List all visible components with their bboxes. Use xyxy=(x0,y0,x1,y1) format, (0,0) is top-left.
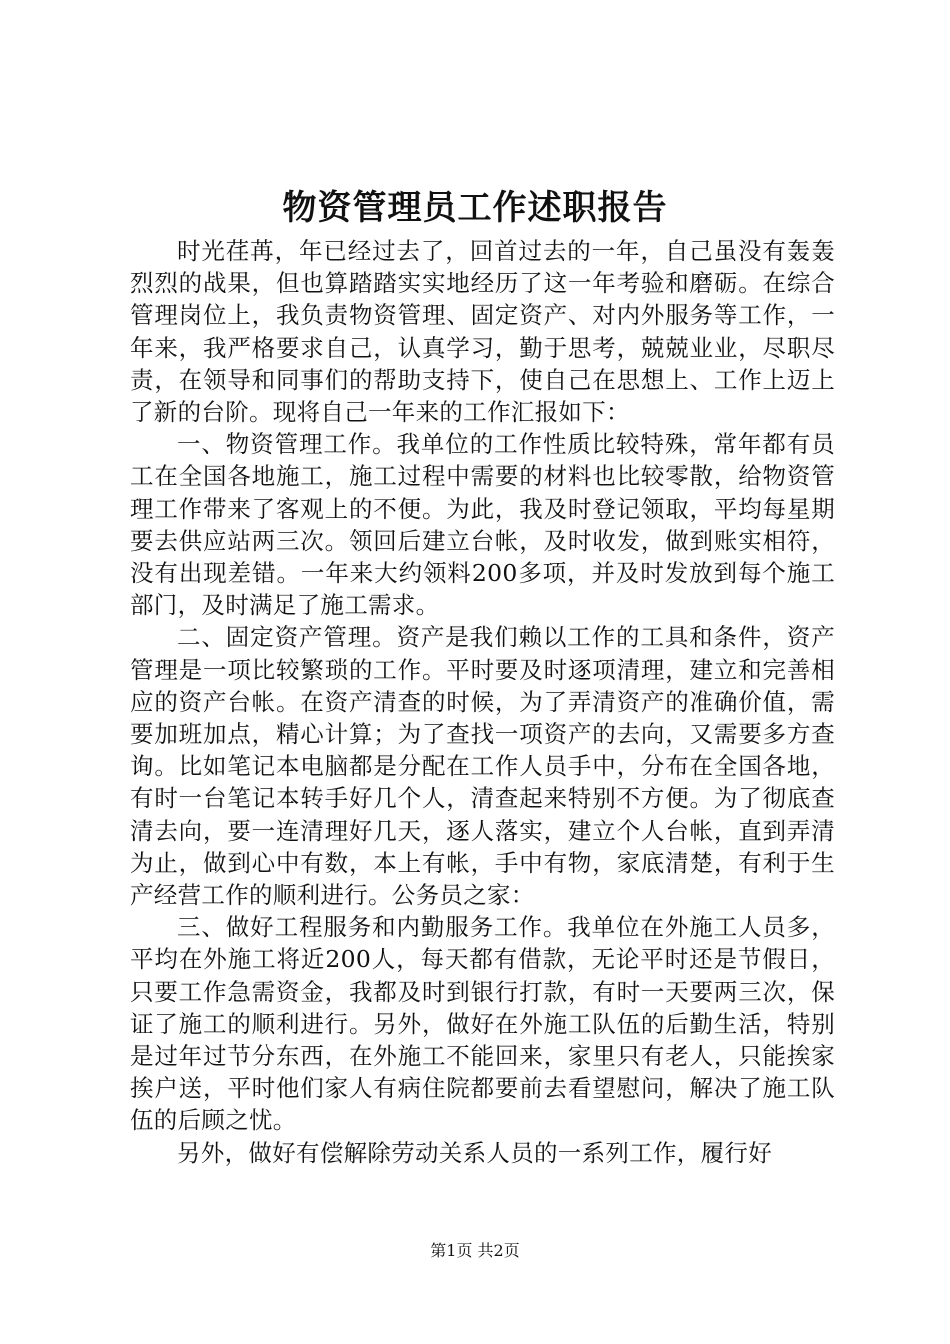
paragraph-services: 三、做好工程服务和内勤服务工作。我单位在外施工人员多，平均在外施工将近200人，每天都有借款，无论平时还是节假日，只要工作急需资金，我都及时到银行打款，有时一天要两三次，保证了施工的顺利进行。另外，做好在外施工队伍的后勤生活，特别是过年过节分东西，在外施工不能回来，家里只有老人，只能挨家挨户送，平时他们家人有病住院都要前去看望慰问，解决了施工队伍的后顾之忧。 xyxy=(130,913,835,1135)
document-title: 物资管理员工作述职报告 xyxy=(282,188,668,228)
paragraph-material-management: 一、物资管理工作。我单位的工作性质比较特殊，常年都有员工在全国各地施工，施工过程中需要的材料也比较零散，给物资管理工作带来了客观上的不便。为此，我及时登记领取，平均每星期要去供应站两三次。领回后建立台帐，及时收发，做到账实相符，没有出现差错。一年来大约领料200多项，并及时发放到每个施工部门，及时满足了施工需求。 xyxy=(130,430,835,620)
paragraph-intro: 时光荏苒，年已经过去了，回首过去的一年，自己虽没有轰轰烈烈的战果，但也算踏踏实实地经历了这一年考验和磨砺。在综合管理岗位上，我负责物资管理、固定资产、对内外服务等工作，一年来，我严格要求自己，认真学习，勤于思考，兢兢业业，尽职尽责，在领导和同事们的帮助支持下，使自己在思想上、工作上迈上了新的台阶。现将自己一年来的工作汇报如下： xyxy=(130,237,835,427)
paragraph-fixed-assets: 二、固定资产管理。资产是我们赖以工作的工具和条件，资产管理是一项比较繁琐的工作。平时要及时逐项清理，建立和完善相应的资产台帐。在资产清查的时候，为了弄清资产的准确价值，需要加班加点，精心计算；为了查找一项资产的去向，又需要多方查询。比如笔记本电脑都是分配在工作人员手中，分布在全国各地，有时一台笔记本转手好几个人，清查起来特别不方便。为了彻底查清去向，要一连清理好几天，逐人落实，建立个人台帐，直到弄清为止，做到心中有数，本上有帐，手中有物，家底清楚，有利于生产经营工作的顺利进行。公务员之家： xyxy=(130,623,835,910)
page-number-footer: 第1页 共2页 xyxy=(430,1241,520,1260)
document-body xyxy=(130,235,835,1169)
paragraph-other: 另外，做好有偿解除劳动关系人员的一系列工作，履行好 xyxy=(177,1138,772,1167)
